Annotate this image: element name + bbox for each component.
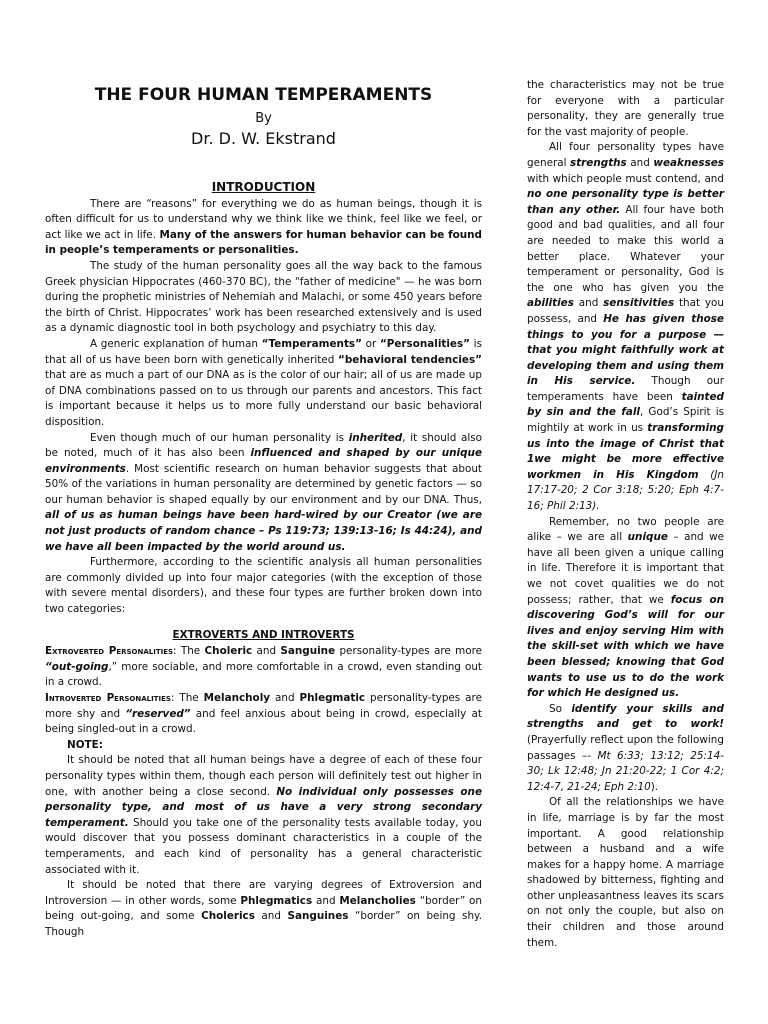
text: Remember, no two people are alike – we are all bbox=[527, 515, 724, 544]
text: ,” more sociable, and more comfortable in a crowd, even standing out in a crowd. bbox=[45, 660, 482, 689]
text-italic: Mt 6:33; 13:12; 25:14-30; Lk 12:48; Jn 21:20-22; 1 Cor 4:2; 12:4-7, 21-24; Eph 2:10 bbox=[527, 749, 724, 793]
text: Of all the relationships we have in life, marriage is by far the most important. A good relationship between a husband and a wife makes for a happy home. A marriage shadowed by bitterness, fighting and other unpleasantness leaves its scars on not only the couple, but also on their children and those around them. bbox=[527, 796, 724, 949]
text: The study of the human personality goes all the way back to the famous Greek physician Hippocrates (460-370 BC), the "father of medicine" — he was born during the prophetic ministries of Nehemiah and Malachi, or some 450 years before the birth of Christ. Hippocrates’ work has been researched extensively and is used as a dynamic diagnostic tool in both psychology and psychiatry to this day. bbox=[45, 259, 482, 335]
text-bold-italic: influenced and shaped by our unique environments bbox=[45, 447, 483, 475]
term-introverted-personalities: Introverted Personalities bbox=[45, 692, 171, 704]
text-bold: Phlegmatic bbox=[299, 692, 366, 704]
text-bold-italic: “out-going bbox=[45, 660, 109, 673]
text: All four have both good and bad qualities, and all four are needed to make this world a better place. Whatever your temperament or personality, God is the one who has given you the bbox=[527, 203, 724, 294]
paragraph-furthermore bbox=[45, 555, 482, 617]
main-column bbox=[45, 78, 482, 941]
text: So bbox=[549, 702, 572, 715]
text-bold-italic: He has given those things to you for a purpose — that you might faithfully work at developing them and using them in His service. bbox=[527, 312, 724, 388]
text-bold-italic: transforming us into the image of Christ that 1we might be more effective workmen in His Kingdom bbox=[527, 422, 724, 481]
paragraph-generic-explanation bbox=[45, 337, 482, 431]
text-bold: “Personalities” bbox=[379, 337, 470, 350]
text: It should be noted that there are varying degrees of Extroversion and Introversion — in other words, some bbox=[45, 879, 482, 907]
document-title: THE FOUR HUMAN TEMPERAMENTS bbox=[94, 85, 433, 105]
text: Should you take one of the personality tests available today, you would discover that you possess dominant characteristics in a couple of the temperaments, and each kind of personality has a general characteristic associated with it. bbox=[45, 816, 482, 876]
text: : The bbox=[173, 645, 205, 658]
text: “border” on being shy. Though bbox=[45, 910, 483, 938]
text: that are as much a part of our DNA as is the color of our hair; all of us are made up of DNA combinations passed on to us through our parents and ancestors. This fact is important because it helps us to more fully understand our basic behavioral disposition. bbox=[45, 369, 482, 428]
text-bold: “behavioral tendencies” bbox=[338, 353, 482, 366]
text-bold-italic: weaknesses bbox=[653, 156, 724, 169]
paragraph-characteristics bbox=[527, 78, 724, 140]
paragraph-marriage bbox=[527, 795, 724, 951]
section-heading-introduction: INTRODUCTION bbox=[211, 180, 316, 194]
text: or bbox=[361, 337, 380, 350]
text-bold: “Temperaments” bbox=[261, 337, 362, 350]
side-column bbox=[527, 78, 724, 951]
text-bold-italic: all of us as human beings have been hard-wired by our Creator (we are not just products of random chance – Ps 119:73; 139:13-16; Is 44:24), and we have all been impacted by the world around us. bbox=[45, 509, 482, 553]
paragraph-introverted bbox=[45, 691, 482, 738]
text: is that all of us have been born with genetically inherited bbox=[45, 337, 482, 366]
text: personality-types are more shy and bbox=[45, 692, 482, 720]
text-bold: Many of the answers for human behavior can be found in people’s temperaments or personalities. bbox=[45, 228, 482, 257]
text-bold-italic: identify your skills and strengths and get to work! bbox=[527, 702, 724, 731]
paragraph-degree bbox=[45, 753, 482, 878]
text-bold: Melancholy bbox=[203, 692, 271, 704]
text-bold: Phlegmatics bbox=[240, 894, 313, 907]
text-bold: Sanguines bbox=[287, 910, 349, 923]
text: Even though much of our human personality is bbox=[90, 431, 349, 444]
text-bold-italic: sensitivities bbox=[603, 297, 675, 310]
text-bold-italic: “reserved” bbox=[125, 707, 191, 720]
text: , it should also be noted, much of it has also been bbox=[45, 431, 482, 460]
text-bold-italic: strengths bbox=[570, 156, 627, 169]
text: All four personality types have general bbox=[527, 141, 724, 169]
paragraph-varying-degrees bbox=[45, 878, 482, 940]
text: and bbox=[573, 297, 604, 310]
author-name: Dr. D. W. Ekstrand bbox=[191, 129, 336, 148]
text-bold-italic: unique bbox=[627, 531, 668, 544]
text-bold: Choleric bbox=[204, 645, 253, 658]
text: – and we have all been given a unique calling in life. Therefore it is important that we not covet qualities we do not possess; rather, that we bbox=[527, 531, 725, 606]
paragraph-hippocrates bbox=[45, 259, 482, 337]
byline: By bbox=[255, 111, 272, 126]
text: . Most scientific research on human behavior suggests that about 50% of the variations in human personality are determined by genetic factors — so our human behavior is shaped equally by our environment and by our DNA. Thus, bbox=[45, 462, 482, 506]
paragraph-unique bbox=[527, 515, 724, 702]
text: personality-types are more bbox=[335, 645, 483, 658]
paragraph-reasons bbox=[45, 197, 482, 259]
paragraph-extroverted bbox=[45, 644, 482, 691]
text-italic: (Jn 17:17-20; 2 Cor 3:18; 5:20; Eph 4:7-16; Phil 2:13). bbox=[527, 468, 724, 513]
text: A generic explanation of human bbox=[90, 337, 262, 350]
text-bold-italic: abilities bbox=[527, 297, 574, 310]
text-bold-italic: inherited bbox=[348, 431, 403, 444]
text-bold-italic: focus on discovering God’s will for our lives and enjoy serving Him with the skill-set with which we have been blessed; knowing that God wants to use us to do the work for which He designed us. bbox=[527, 593, 724, 700]
text: , God’s Spirit is mightily at work in us bbox=[527, 406, 724, 435]
text: and feel anxious about being in crowd, especially at being singled-out in a crowd. bbox=[45, 707, 482, 736]
note-label: NOTE: bbox=[67, 738, 103, 751]
text: There are “reasons” for everything we do as human beings, though it is often difficult for us to understand why we think like we think, feel like we feel, or act like we act in life. bbox=[45, 197, 482, 241]
text: (Prayerfully reflect upon the following passages –- bbox=[527, 733, 724, 762]
text: Though our temperaments have been bbox=[527, 375, 724, 403]
paragraph-strengths-weaknesses bbox=[527, 140, 724, 514]
text: and bbox=[252, 645, 281, 658]
text-bold-italic: tainted by sin and the fall bbox=[527, 390, 724, 419]
text: Furthermore, according to the scientific analysis all human personalities are commonly divided up into four major categories (with the exception of those with severe mental disorders), and these four types are further broken down into two categories: bbox=[45, 556, 482, 616]
text-bold: Sanguine bbox=[280, 645, 336, 658]
paragraph-inherited bbox=[45, 431, 482, 556]
text: with which people must contend, and bbox=[527, 172, 724, 185]
text-bold-italic: no one personality type is better than any other. bbox=[527, 188, 724, 216]
text: “border” on being out-going, and some bbox=[45, 894, 482, 923]
text: and bbox=[312, 894, 340, 907]
text: ). bbox=[650, 780, 659, 793]
text-bold: Cholerics bbox=[201, 910, 255, 923]
text: and bbox=[270, 692, 300, 704]
text-bold-italic: No individual only possesses one personality type, and most of us have a very strong secondary temperament. bbox=[45, 785, 483, 829]
text: and bbox=[626, 156, 654, 169]
paragraph-identify-skills bbox=[527, 702, 724, 796]
text: It should be noted that all human beings have a degree of each of these four personality types within them, though each person will definitely test out higher in one, with another being a close second. bbox=[45, 754, 482, 798]
term-extroverted-personalities: Extroverted Personalities bbox=[45, 645, 174, 658]
text: and bbox=[254, 910, 288, 923]
text: the characteristics may not be true for everyone with a particular personality, they are generally true for the vast majority of people. bbox=[527, 79, 724, 138]
section-heading-extroverts-introverts: EXTROVERTS AND INTROVERTS bbox=[172, 628, 355, 641]
text-bold: Melancholies bbox=[339, 894, 416, 907]
text: : The bbox=[170, 692, 204, 704]
text: that you possess, and bbox=[527, 297, 724, 325]
